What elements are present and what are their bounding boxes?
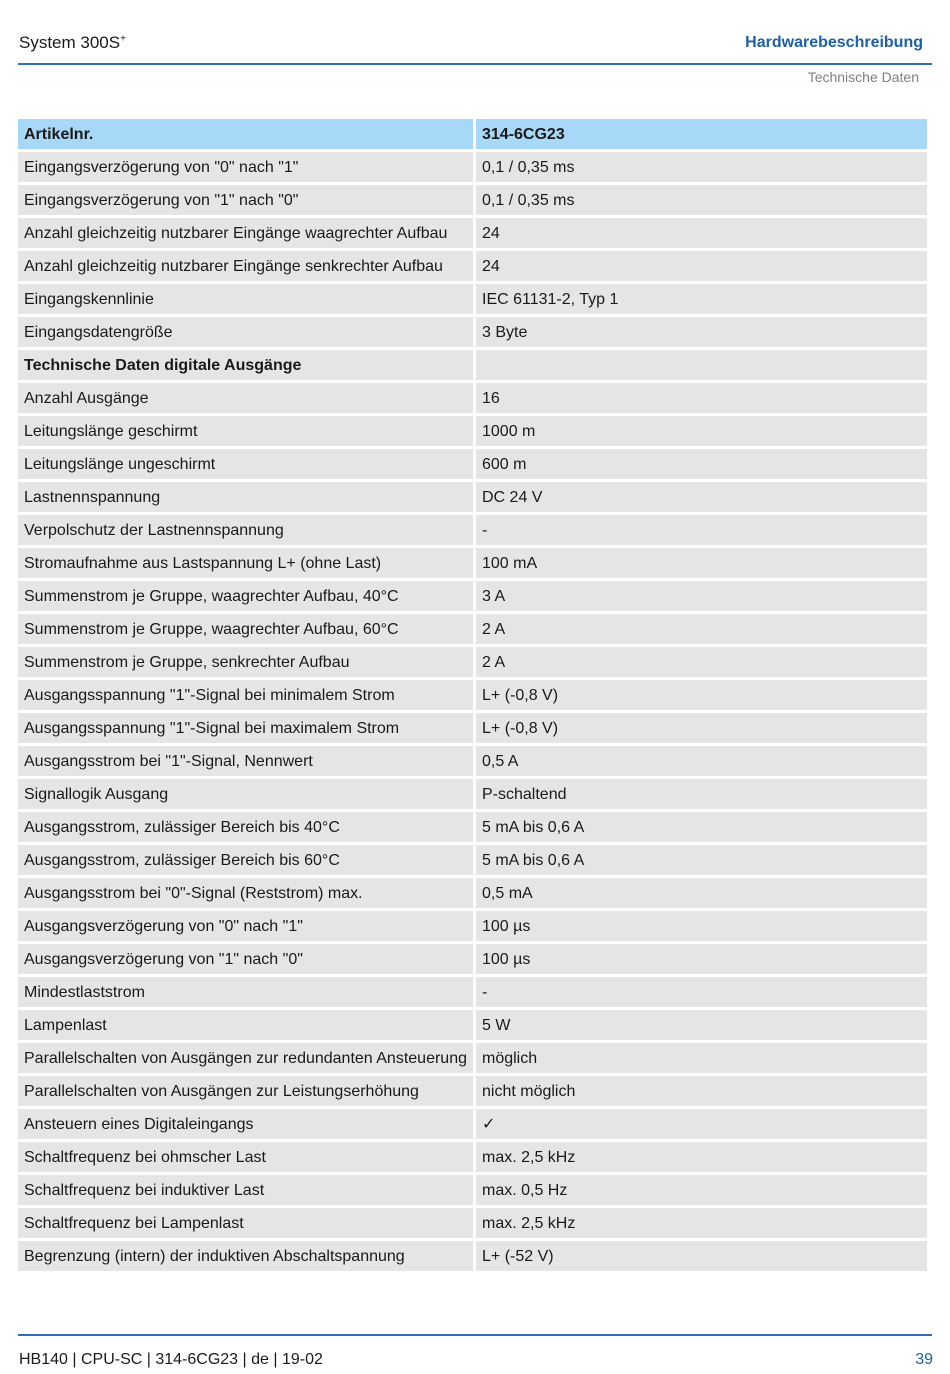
table-row — [18, 614, 927, 644]
spec-label: Schaltfrequenz bei ohmscher Last — [18, 1142, 473, 1172]
header-product-sup: + — [120, 33, 126, 45]
spec-label: Mindestlaststrom — [18, 977, 473, 1007]
header-product-name: System 300S — [19, 33, 121, 52]
spec-label: Eingangsverzögerung von "1" nach "0" — [18, 185, 473, 215]
spec-label: Anzahl gleichzeitig nutzbarer Eingänge senkrechter Aufbau — [18, 251, 473, 281]
spec-value: 0,1 / 0,35 ms — [476, 185, 927, 215]
spec-value: ✓ — [476, 1109, 927, 1139]
table-row — [18, 1175, 927, 1205]
table-row — [18, 251, 927, 281]
header-divider — [18, 63, 932, 65]
table-row — [18, 845, 927, 875]
spec-label: Ausgangsverzögerung von "1" nach "0" — [18, 944, 473, 974]
spec-label: Stromaufnahme aus Lastspannung L+ (ohne Last) — [18, 548, 473, 578]
table-row — [18, 746, 927, 776]
table-row — [18, 878, 927, 908]
spec-label: Anzahl gleichzeitig nutzbarer Eingänge waagrechter Aufbau — [18, 218, 473, 248]
table-row — [18, 1142, 927, 1172]
table-row — [18, 350, 927, 380]
spec-value: 5 W — [476, 1010, 927, 1040]
table-row — [18, 449, 927, 479]
spec-label: Ausgangsspannung "1"-Signal bei maximalem Strom — [18, 713, 473, 743]
table-row — [18, 218, 927, 248]
spec-value: 600 m — [476, 449, 927, 479]
spec-label: Parallelschalten von Ausgängen zur redundanten Ansteuerung — [18, 1043, 473, 1073]
spec-header-label: Artikelnr. — [18, 119, 473, 149]
spec-label: Signallogik Ausgang — [18, 779, 473, 809]
table-row — [18, 977, 927, 1007]
spec-label: Leitungslänge geschirmt — [18, 416, 473, 446]
spec-value: 100 mA — [476, 548, 927, 578]
spec-value: IEC 61131-2, Typ 1 — [476, 284, 927, 314]
spec-value: 16 — [476, 383, 927, 413]
spec-table-header-row — [18, 119, 927, 149]
table-row — [18, 944, 927, 974]
spec-label: Technische Daten digitale Ausgänge — [18, 350, 473, 380]
spec-value: max. 2,5 kHz — [476, 1142, 927, 1172]
spec-value: P-schaltend — [476, 779, 927, 809]
spec-label: Begrenzung (intern) der induktiven Abschaltspannung — [18, 1241, 473, 1271]
footer-doc-ref: HB140 | CPU-SC | 314-6CG23 | de | 19-02 — [19, 1351, 323, 1368]
spec-value: 5 mA bis 0,6 A — [476, 812, 927, 842]
spec-label: Eingangsdatengröße — [18, 317, 473, 347]
spec-label: Eingangskennlinie — [18, 284, 473, 314]
table-row — [18, 383, 927, 413]
spec-value: 24 — [476, 218, 927, 248]
spec-header-article: 314-6CG23 — [476, 119, 927, 149]
spec-value: 0,5 A — [476, 746, 927, 776]
table-row — [18, 1208, 927, 1238]
spec-label: Anzahl Ausgänge — [18, 383, 473, 413]
table-row — [18, 713, 927, 743]
spec-value: DC 24 V — [476, 482, 927, 512]
spec-value: 3 Byte — [476, 317, 927, 347]
footer-page-number: 39 — [915, 1351, 933, 1368]
spec-label: Summenstrom je Gruppe, waagrechter Aufbau, 60°C — [18, 614, 473, 644]
spec-table — [15, 116, 930, 1274]
table-row — [18, 548, 927, 578]
table-row — [18, 317, 927, 347]
header-section-title: Hardwarebeschreibung — [745, 34, 923, 51]
spec-label: Ansteuern eines Digitaleingangs — [18, 1109, 473, 1139]
spec-label: Ausgangsspannung "1"-Signal bei minimalem Strom — [18, 680, 473, 710]
table-row — [18, 185, 927, 215]
spec-label: Ausgangsverzögerung von "0" nach "1" — [18, 911, 473, 941]
table-row — [18, 1010, 927, 1040]
spec-value: 2 A — [476, 647, 927, 677]
table-row — [18, 1076, 927, 1106]
spec-label: Leitungslänge ungeschirmt — [18, 449, 473, 479]
table-row — [18, 812, 927, 842]
table-row — [18, 152, 927, 182]
spec-value: 0,1 / 0,35 ms — [476, 152, 927, 182]
table-row — [18, 680, 927, 710]
spec-label: Schaltfrequenz bei Lampenlast — [18, 1208, 473, 1238]
spec-label: Lastnennspannung — [18, 482, 473, 512]
table-row — [18, 779, 927, 809]
spec-value — [476, 350, 927, 380]
spec-label: Summenstrom je Gruppe, senkrechter Aufbau — [18, 647, 473, 677]
spec-label: Ausgangsstrom, zulässiger Bereich bis 60°C — [18, 845, 473, 875]
spec-value: L+ (-0,8 V) — [476, 680, 927, 710]
spec-label: Parallelschalten von Ausgängen zur Leistungserhöhung — [18, 1076, 473, 1106]
table-row — [18, 581, 927, 611]
spec-value: - — [476, 515, 927, 545]
spec-label: Ausgangsstrom, zulässiger Bereich bis 40°C — [18, 812, 473, 842]
table-row — [18, 284, 927, 314]
spec-label: Schaltfrequenz bei induktiver Last — [18, 1175, 473, 1205]
table-row — [18, 515, 927, 545]
spec-value: 5 mA bis 0,6 A — [476, 845, 927, 875]
spec-value: 0,5 mA — [476, 878, 927, 908]
spec-label: Summenstrom je Gruppe, waagrechter Aufbau, 40°C — [18, 581, 473, 611]
spec-value: 100 µs — [476, 911, 927, 941]
table-row — [18, 1043, 927, 1073]
header-product — [19, 33, 126, 53]
spec-label: Verpolschutz der Lastnennspannung — [18, 515, 473, 545]
spec-value: max. 0,5 Hz — [476, 1175, 927, 1205]
spec-value: 3 A — [476, 581, 927, 611]
table-row — [18, 416, 927, 446]
spec-label: Ausgangsstrom bei "1"-Signal, Nennwert — [18, 746, 473, 776]
table-row — [18, 647, 927, 677]
spec-value: - — [476, 977, 927, 1007]
spec-value: nicht möglich — [476, 1076, 927, 1106]
spec-value: 1000 m — [476, 416, 927, 446]
table-row — [18, 911, 927, 941]
spec-value: L+ (-52 V) — [476, 1241, 927, 1271]
table-row — [18, 482, 927, 512]
spec-value: max. 2,5 kHz — [476, 1208, 927, 1238]
table-row — [18, 1109, 927, 1139]
spec-label: Ausgangsstrom bei "0"-Signal (Reststrom) max. — [18, 878, 473, 908]
spec-value: L+ (-0,8 V) — [476, 713, 927, 743]
spec-label: Eingangsverzögerung von "0" nach "1" — [18, 152, 473, 182]
spec-value: 100 µs — [476, 944, 927, 974]
footer-divider — [18, 1334, 932, 1336]
spec-value: 24 — [476, 251, 927, 281]
spec-value: möglich — [476, 1043, 927, 1073]
spec-label: Lampenlast — [18, 1010, 473, 1040]
header-subsection-title: Technische Daten — [807, 69, 919, 85]
table-row — [18, 1241, 927, 1271]
spec-value: 2 A — [476, 614, 927, 644]
